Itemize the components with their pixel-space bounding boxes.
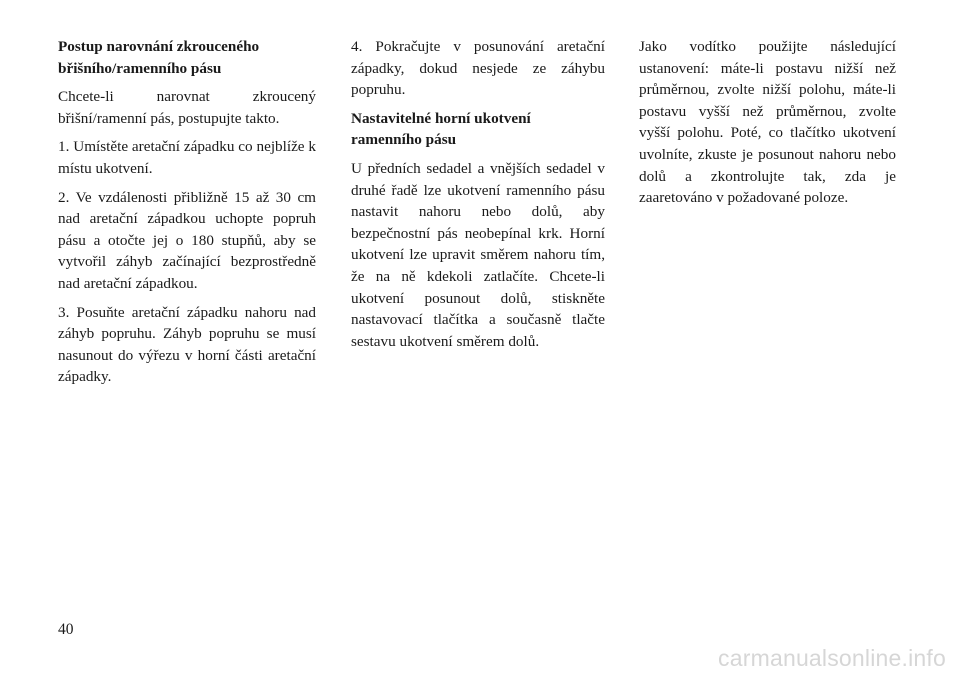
text-column-1 [58,36,316,395]
paragraph-guidance: Jako vodítko použijte následující ustanovení: máte-li postavu nižší než průměrnou, zvolte nižší polohu, máte-li postavu vyšší než průměrnou, zvolte vyšší polohu. Poté, co tlačítko ukotvení uvolníte, zkuste je posunout nahoru nebo dolů a zkontrolujte tak, zda je zaaretováno v požadované poloze. [639,38,896,207]
text-column-3 [639,36,896,216]
paragraph-intro: Chcete-li narovnat zkroucený břišní/ramenní pás, postupujte takto. [58,88,316,127]
paragraph-step-1: 1. Umístěte aretační západku co nejblíže k místu ukotvení. [58,138,316,177]
section-heading-adjustable-anchor: Nastavitelné horní ukotvení ramenního pásu [351,109,531,149]
paragraph-step-3: 3. Posuňte aretační západku nahoru nad záhyb popruhu. Záhyb popruhu se musí nasunout do výřezu v horní části aretační západky. [58,303,316,386]
watermark: carmanualsonline.info [718,645,946,671]
text-column-2 [351,36,605,359]
paragraph-step-2: 2. Ve vzdálenosti přibližně 15 až 30 cm nad aretační západkou uchopte popruh pásu a otočte jej o 180 stupňů, aby se vytvořil záhyb začínající bezprostředně nad aretační západkou. [58,188,316,292]
paragraph-step-4: 4. Pokračujte v posunování aretační západky, dokud nesjede ze záhybu popruhu. [351,38,605,99]
paragraph-adjustable-anchor: U předních sedadel a vnějších sedadel v druhé řadě lze ukotvení ramenního pásu nastavit nahoru nebo dolů, aby bezpečnostní pás neobepínal krk. Horní ukotvení lze upravit směrem nahoru tím, že na ně kdekoli zatlačíte. Chcete-li ukotvení posunout dolů, stiskněte nastavovací tlačítka a současně tlačte sestavu ukotvení směrem dolů. [351,159,605,350]
section-heading-twisted-belt: Postup narovnání zkrouceného břišního/ramenního pásu [58,38,260,77]
page-number: 40 [58,621,74,638]
